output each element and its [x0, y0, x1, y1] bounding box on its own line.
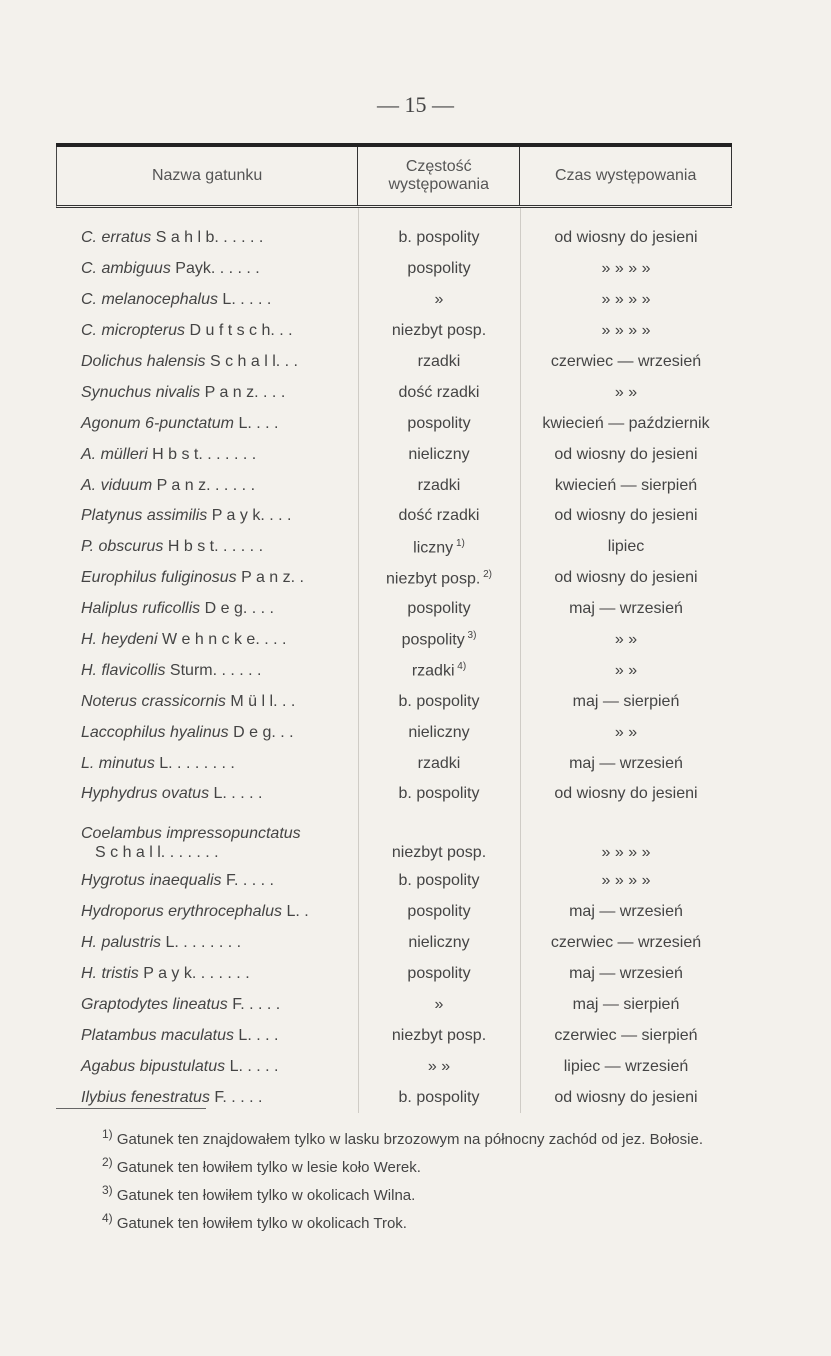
time-cell: od wiosny do jesieni — [554, 569, 698, 587]
frequency-cell: nieliczny — [408, 445, 470, 463]
author-name: L. — [165, 934, 179, 952]
time-cell: czerwiec — wrzesień — [550, 934, 702, 952]
genus-name: C. ambiguus — [81, 260, 171, 278]
table-row — [56, 810, 732, 866]
species-name — [56, 872, 358, 890]
table-row — [56, 285, 732, 316]
leader-dots: . . — [275, 723, 294, 741]
leader-dots: . . . . . . — [202, 445, 257, 463]
author-name: F. — [214, 1088, 227, 1106]
author-name: S a h l b. — [155, 229, 219, 247]
author-name: H b s t. — [167, 538, 219, 556]
table-row — [56, 408, 732, 439]
leader-dots: . . . . — [235, 291, 272, 309]
species-name — [56, 1027, 358, 1045]
time-cell: » » — [614, 383, 638, 401]
table-row — [56, 897, 732, 928]
footnote-rule — [56, 1108, 206, 1109]
genus-name: H. heydeni — [81, 631, 158, 649]
leader-dots: . . . . — [226, 1088, 263, 1106]
time-cell: czerwiec — wrzesień — [550, 353, 702, 370]
footnote-mark: 3) — [102, 1183, 113, 1197]
leader-dots: . — [295, 569, 304, 587]
leader-dots: . . — [277, 692, 296, 710]
table-row — [56, 959, 732, 990]
author-name: D u f t s c h. — [189, 322, 275, 340]
frequency-cell: » » — [427, 1057, 451, 1075]
author-name: S c h a l l. — [209, 353, 281, 370]
frequency-cell: b. pospolity — [398, 872, 480, 890]
footnote-ref: 3) — [467, 630, 477, 642]
genus-name: Graptodytes lineatus — [81, 995, 228, 1013]
header-time: Czas występowania — [520, 147, 732, 205]
frequency-cell: b. pospolity — [398, 229, 480, 247]
genus-name: C. micropterus — [81, 322, 186, 340]
leader-dots: . . . . . — [210, 476, 256, 494]
author-name: P a y k. — [143, 965, 197, 983]
time-cell: maj — wrzesień — [569, 754, 683, 772]
frequency-cell: niezbyt posp. — [391, 322, 487, 340]
species-name — [56, 446, 358, 464]
table-row — [56, 686, 732, 717]
species-name — [56, 291, 358, 309]
frequency-cell: rzadki $^{4)}$ — [411, 661, 467, 680]
frequency-cell: b. pospolity — [398, 692, 480, 710]
species-name — [56, 353, 358, 371]
footnote-mark: 2) — [102, 1155, 113, 1169]
footnote — [56, 1207, 776, 1235]
genus-name: Laccophilus hyalinus — [81, 723, 229, 741]
genus-name: A. mülleri — [81, 445, 148, 463]
table-row — [56, 532, 732, 563]
table-row — [56, 717, 732, 748]
author-name: P a n z. — [204, 383, 259, 401]
footnote — [56, 1123, 782, 1151]
time-cell: » » » » — [601, 291, 651, 309]
genus-name: H. palustris — [81, 934, 162, 952]
time-cell: » » » » — [601, 322, 651, 340]
author-name: W e h n c k e. — [161, 631, 260, 649]
header-name: Nazwa gatunku — [57, 147, 358, 205]
genus-name: Coelambus impressopunctatus — [81, 824, 301, 842]
genus-name: Haliplus ruficollis — [81, 600, 201, 618]
species-name — [56, 965, 358, 983]
table-row — [56, 223, 732, 254]
species-table — [56, 143, 732, 1113]
footnote-ref: 4) — [457, 661, 467, 673]
author-name: M ü l l. — [230, 692, 278, 710]
time-cell: kwiecień — sierpień — [554, 476, 698, 494]
genus-name: Agonum 6-punctatum — [81, 414, 234, 432]
table-row — [56, 748, 732, 779]
frequency-cell: nieliczny — [408, 723, 470, 741]
time-cell: » » » » — [601, 843, 651, 861]
leader-dots: . — [299, 903, 309, 921]
table-row — [56, 1051, 732, 1082]
genus-name: Hygrotus inaequalis — [81, 872, 222, 890]
genus-name: Platynus assimilis — [81, 507, 208, 525]
leader-dots: . . . — [247, 600, 274, 618]
genus-name: Noterus crassicornis — [81, 692, 226, 710]
author-name: P a n z. — [241, 569, 296, 587]
footnote-mark: 1) — [102, 1127, 113, 1141]
species-name — [56, 755, 358, 773]
author-name: Payk. — [175, 260, 216, 278]
leader-dots: . . . . . . . — [172, 754, 235, 772]
leader-dots: . . . . — [226, 785, 263, 803]
leader-dots: . . . — [258, 383, 286, 401]
time-cell: maj — sierpień — [572, 692, 680, 710]
author-name: D e g. — [204, 600, 248, 618]
leader-dots: . . . . . — [217, 661, 262, 679]
frequency-cell: pospolity — [407, 965, 471, 983]
table-body — [56, 208, 732, 1113]
author-name: L. — [229, 1057, 243, 1075]
author-name: P a y k. — [211, 507, 265, 525]
leader-dots: . . . . . — [218, 229, 264, 247]
table-row — [56, 377, 732, 408]
table-row — [56, 316, 732, 347]
footnote — [56, 1179, 776, 1207]
species-name — [56, 538, 358, 556]
genus-name: C. melanocephalus — [81, 291, 218, 309]
time-cell: lipiec — wrzesień — [563, 1057, 689, 1075]
time-cell: od wiosny do jesieni — [554, 507, 698, 525]
species-name — [56, 785, 358, 803]
author-name: D e g. — [233, 723, 276, 741]
genus-name: L. minutus — [81, 754, 155, 772]
genus-name: Hydroporus erythrocephalus — [81, 903, 282, 921]
footnote-text: Gatunek ten łowiłem tylko w lesie koło Werek. — [116, 1159, 421, 1176]
genus-name: C. erratus — [81, 229, 152, 247]
time-cell: maj — wrzesień — [569, 600, 683, 618]
frequency-cell: niezbyt posp. — [391, 843, 487, 861]
table-row — [56, 1020, 732, 1051]
species-name — [56, 1058, 358, 1076]
time-cell: maj — sierpień — [572, 995, 680, 1013]
time-cell: od wiosny do jesieni — [554, 1088, 698, 1106]
species-name — [56, 934, 358, 952]
frequency-cell: » — [434, 995, 444, 1013]
frequency-cell: dość rzadki — [398, 383, 480, 401]
frequency-cell: rzadki — [417, 353, 461, 370]
genus-name: H. flavicollis — [81, 661, 166, 679]
time-cell: » » — [614, 661, 638, 679]
leader-dots: . . — [280, 353, 298, 370]
author-name: L. — [213, 785, 227, 803]
table-row — [56, 470, 732, 501]
time-cell: maj — wrzesień — [569, 965, 683, 983]
genus-name: Dolichus halensis — [81, 353, 206, 370]
author-name: L. — [238, 1026, 252, 1044]
footnote-text: Gatunek ten łowiłem tylko w okolicach Wilna. — [116, 1187, 416, 1204]
frequency-cell: pospolity — [407, 903, 471, 921]
table-header — [56, 147, 732, 208]
species-name — [56, 569, 358, 587]
species-name — [56, 903, 358, 921]
footnotes — [56, 1108, 776, 1235]
time-cell: » » — [614, 723, 638, 741]
footnote — [56, 1151, 776, 1179]
author-name: H b s t. — [152, 445, 203, 463]
frequency-cell: pospolity — [407, 600, 471, 618]
leader-dots: . . . — [264, 507, 292, 525]
table-row — [56, 625, 732, 656]
frequency-cell: pospolity — [407, 260, 471, 278]
author-name: L. — [159, 754, 173, 772]
author-name: L. — [222, 291, 236, 309]
leader-dots: . . . — [259, 631, 287, 649]
footnote-ref: 2) — [483, 568, 492, 580]
leader-dots: . . . . — [242, 1057, 279, 1075]
species-name — [56, 824, 358, 862]
genus-name: P. obscurus — [81, 538, 164, 556]
species-name — [56, 662, 358, 680]
author-name: F. — [225, 872, 239, 890]
time-cell: » » » » — [601, 260, 651, 278]
time-cell: od wiosny do jesieni — [554, 445, 698, 463]
frequency-cell: liczny $^{1)}$ — [413, 537, 465, 557]
leader-dots: . . . — [251, 414, 279, 432]
table-row — [56, 928, 732, 959]
table-row — [56, 439, 732, 470]
time-cell: maj — wrzesień — [569, 903, 683, 921]
page-number: — 15 — — [377, 92, 454, 117]
species-name — [56, 229, 358, 247]
table-row — [56, 594, 732, 625]
author-name: Sturm. — [169, 661, 218, 679]
time-cell: od wiosny do jesieni — [554, 229, 698, 247]
leader-dots: . . . . — [238, 872, 274, 890]
genus-name: Hyphydrus ovatus — [81, 785, 210, 803]
species-name — [56, 415, 358, 433]
species-name — [56, 507, 358, 525]
frequency-cell: b. pospolity — [398, 1088, 480, 1106]
species-name — [56, 600, 358, 618]
species-name — [56, 1089, 358, 1107]
table-row — [56, 347, 732, 378]
leader-dots: . . . . . . — [165, 843, 219, 861]
leader-dots: . . . . . — [218, 538, 264, 556]
frequency-cell: rzadki — [417, 476, 461, 494]
footnote-mark: 4) — [102, 1211, 113, 1225]
table-row — [56, 655, 732, 686]
frequency-cell: pospolity — [407, 414, 471, 432]
footnote-text: Gatunek ten znajdowałem tylko w lasku brzozowym na północny zachód od jez. Bołosie. — [116, 1131, 703, 1148]
leader-dots: . . . — [251, 1026, 279, 1044]
time-cell: lipiec — [607, 538, 645, 556]
author-name: L. — [238, 414, 252, 432]
frequency-cell: b. pospolity — [398, 785, 480, 803]
time-cell: od wiosny do jesieni — [554, 785, 698, 803]
genus-name: Ilybius fenestratus — [81, 1088, 210, 1106]
species-name — [56, 631, 358, 649]
species-name — [56, 693, 358, 711]
table-row — [56, 501, 732, 532]
footnote-text: Gatunek ten łowiłem tylko w okolicach Trok. — [116, 1215, 407, 1232]
frequency-cell: rzadki — [417, 754, 461, 772]
genus-name: Agabus bipustulatus — [81, 1057, 226, 1075]
time-cell: » » » » — [601, 872, 651, 890]
species-name — [56, 260, 358, 278]
leader-dots: . . . . . — [215, 260, 260, 278]
genus-name: H. tristis — [81, 965, 139, 983]
table-row — [56, 254, 732, 285]
genus-name: Platambus maculatus — [81, 1026, 234, 1044]
frequency-cell: pospolity $^{3)}$ — [401, 630, 477, 649]
frequency-cell: niezbyt posp. — [391, 1026, 487, 1044]
footnote-ref: 1) — [455, 537, 465, 549]
author-name: L. — [286, 903, 300, 921]
species-name — [56, 384, 358, 402]
species-name — [56, 996, 358, 1014]
species-name — [56, 477, 358, 495]
genus-name: Europhilus fuliginosus — [81, 569, 237, 587]
author-name: F. — [232, 995, 245, 1013]
time-cell: kwiecień — październik — [542, 414, 710, 432]
table-row — [56, 989, 732, 1020]
header-frequency: Częstość występowania — [358, 147, 520, 205]
genus-name: Synuchus nivalis — [81, 383, 201, 401]
author-name: S c h a l l. — [95, 843, 166, 861]
table-row — [56, 563, 732, 594]
table-row — [56, 866, 732, 897]
frequency-cell: » — [434, 291, 444, 309]
leader-dots: . . — [274, 322, 293, 340]
species-name — [56, 322, 358, 340]
table-row — [56, 779, 732, 810]
author-name: P a n z. — [156, 476, 211, 494]
time-cell: » » — [614, 631, 638, 649]
species-name — [56, 724, 358, 742]
leader-dots: . . . . . . . — [178, 934, 242, 952]
leader-dots: . . . . . . — [196, 965, 250, 983]
frequency-cell: nieliczny — [408, 934, 470, 952]
time-cell: czerwiec — sierpień — [554, 1026, 698, 1044]
genus-name: A. viduum — [81, 476, 153, 494]
leader-dots: . . . . — [244, 995, 281, 1013]
frequency-cell: niezbyt posp. $^{2)}$ — [386, 568, 492, 587]
frequency-cell: dość rzadki — [398, 507, 480, 525]
